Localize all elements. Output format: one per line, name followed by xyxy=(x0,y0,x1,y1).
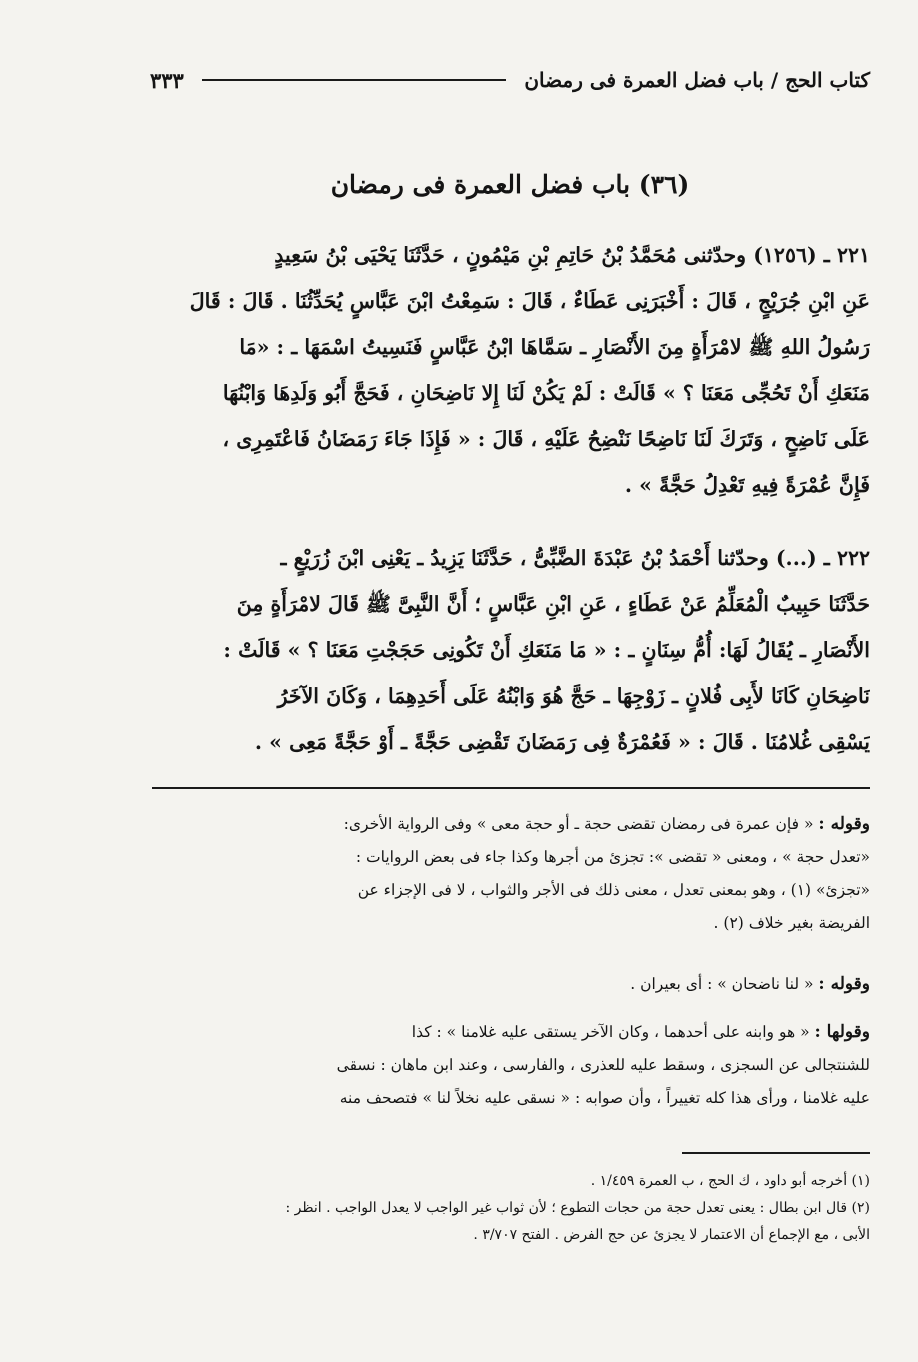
header-divider xyxy=(202,79,507,81)
running-header xyxy=(150,62,870,98)
commentary-lead: وقوله : xyxy=(818,974,870,994)
commentary-line xyxy=(152,968,870,1001)
footnotes xyxy=(152,1168,870,1249)
hadith-line: يَسْقِى غُلامُنَا . قَالَ : « فَعُمْرَةٌ فِى رَمَضَانَ تَقْضِى حَجَّةً ـ أَوْ حَجَّةً مَعِى » . xyxy=(254,730,870,754)
commentary-text: « لنا ناضحان » : أى بعيران . xyxy=(630,975,819,993)
commentary-line: عليه غلامنا ، ورأى هذا كله تغييراً ، وأن صوابه : « نسقى عليه نخلاً لنا » فتصحف منه xyxy=(339,1089,870,1107)
section-divider xyxy=(152,787,870,789)
hadith-line: عَنِ ابْنِ جُرَيْجٍ ، قَالَ : أَخْبَرَنِى عَطَاءٌ ، قَالَ : سَمِعْتُ ابْنَ عَبَّاسٍ يُحَدِّثُنَا . قَالَ : قَالَ xyxy=(189,289,870,313)
page-number: ٣٣٣ xyxy=(150,67,184,93)
commentary-line xyxy=(152,1016,870,1049)
footnote-line: (١) أخرجه أبو داود ، ك الحج ، ب العمرة ١/٤٥٩ . xyxy=(590,1173,870,1189)
hadith-line: نَاضِحَانِ كَانَا لأَبِى فُلانٍ ـ زَوْجِهَا ـ حَجَّ هُوَ وَابْنُهُ عَلَى أَحَدِهِمَا ، وَكَانَ الآخَرُ xyxy=(277,684,870,708)
commentary-paragraph-2 xyxy=(152,968,870,1001)
hadith-line: حَدَّثَنَا حَبِيبٌ الْمُعَلِّمُ عَنْ عَطَاءٍ ، عَنِ ابْنِ عَبَّاسٍ ؛ أَنَّ النَّبِىَّ ﷺ قَالَ لامْرَأَةٍ مِنَ xyxy=(236,592,870,616)
chapter-title: (٣٦) باب فضل العمرة فى رمضان xyxy=(330,170,690,199)
hadith-line: ٢٢١ ـ (١٢٥٦) وحدّثنى مُحَمَّدُ بْنُ حَاتِمِ بْنِ مَيْمُونٍ ، حَدَّثَنَا يَحْيَى بْنُ سَعِيدٍ xyxy=(274,243,870,267)
commentary-paragraph-1 xyxy=(152,808,870,940)
hadith-line: رَسُولُ اللهِ ﷺ لامْرَأَةٍ مِنَ الأَنْصَارِ ـ سَمَّاهَا ابْنُ عَبَّاسٍ فَنَسِيتُ اسْمَهَا ـ : «مَا xyxy=(239,335,870,359)
hadith-line: الأَنْصَارِ ـ يُقَالُ لَهَا: أُمُّ سِنَانٍ ـ : « مَا مَنَعَكِ أَنْ تَكُونِى حَجَجْتِ مَعَنَا ؟ » قَالَتْ : xyxy=(223,638,870,662)
hadith-line: ٢٢٢ ـ (...) وحدّثنا أَحْمَدُ بْنُ عَبْدَةَ الضَّبِّىُّ ، حَدَّثَنَا يَزِيدُ ـ يَعْنِى ابْنَ زُرَيْعٍ ـ xyxy=(280,546,870,570)
commentary-line: للشنتجالى عن السجزى ، وسقط عليه للعذرى ، والفارسى ، وعند ابن ماهان : نسقى xyxy=(336,1056,870,1074)
hadith-221 xyxy=(152,232,870,508)
hadith-line: فَإِنَّ عُمْرَةً فِيهِ تَعْدِلُ حَجَّةً » . xyxy=(624,473,870,497)
commentary-line xyxy=(152,808,870,841)
commentary-text: « فإن عمرة فى رمضان تقضى حجة ـ أو حجة معى » وفى الرواية الأخرى: xyxy=(343,815,819,833)
commentary-text: « هو وابنه على أحدهما ، وكان الآخر يستقى عليه غلامنا » : كذا xyxy=(411,1023,815,1041)
commentary-line: «تجزئ» (١) ، وهو بمعنى تعدل ، معنى ذلك فى الأجر والثواب ، لا فى الإجزاء عن xyxy=(357,881,870,899)
hadith-222 xyxy=(152,535,870,765)
commentary-paragraph-3 xyxy=(152,1016,870,1115)
commentary-line: الفريضة بغير خلاف (٢) . xyxy=(713,914,870,932)
commentary-lead: وقولها : xyxy=(814,1022,870,1042)
hadith-line: عَلَى نَاضِحٍ ، وَتَرَكَ لَنَا نَاضِحًا نَنْضِحُ عَلَيْهِ ، قَالَ : « فَإِذَا جَاءَ رَمَضَانُ فَاعْتَمِرِى ، xyxy=(222,427,870,451)
footnote-line: (٢) قال ابن بطال : يعنى تعدل حجة من حجات التطوع ؛ لأن ثواب غير الواجب لا يعدل الواجب . انظر : xyxy=(285,1200,870,1216)
running-header-title: كتاب الحج / باب فضل العمرة فى رمضان xyxy=(524,68,870,92)
hadith-line: مَنَعَكِ أَنْ تَحُجِّى مَعَنَا ؟ » قَالَتْ : لَمْ يَكُنْ لَنَا إِلا نَاضِحَانِ ، فَحَجَّ أَبُو وَلَدِهَا وَابْنُهَا xyxy=(222,381,870,405)
commentary-line: «تعدل حجة » ، ومعنى « تقضى »: تجزئ من أجرها وكذا جاء فى بعض الروايات : xyxy=(355,848,870,866)
footnote-divider xyxy=(682,1152,870,1154)
commentary-lead: وقوله : xyxy=(818,814,870,834)
footnote-line: الأبى ، مع الإجماع أن الاعتمار لا يجزئ عن حج الفرض . الفتح ٣/٧٠٧ . xyxy=(473,1227,870,1243)
